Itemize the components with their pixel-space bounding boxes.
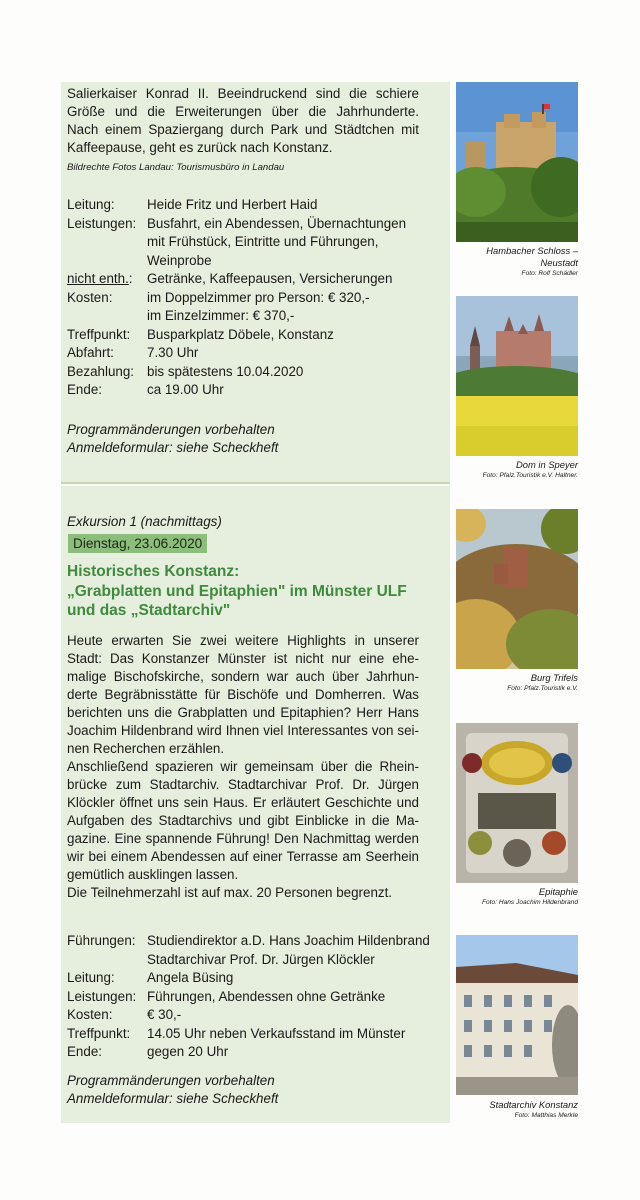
info-label: Leitung: [67, 970, 115, 985]
info-value: Busfahrt, ein Abendessen, Übernachtungen [147, 215, 407, 231]
program-note: Programmänderungen vorbehalten [67, 1073, 275, 1088]
info-value: im Doppelzimmer pro Person: € 320,- [147, 289, 370, 305]
info-value: Studiendirektor a.D. Hans Joachim Hildenbrand [147, 933, 430, 948]
body-line: Heute erwarten Sie zwei weitere Highlights in unserer [67, 633, 419, 648]
body-line: Klöckler öffnet uns sein Haus. Er erläutert Geschichte und [67, 795, 419, 810]
castle-hill-photo [456, 509, 578, 669]
info-label: nicht enth.: [67, 271, 133, 286]
info-label: Ende: [67, 382, 102, 397]
trip-1-info [67, 196, 406, 400]
archive-building-photo [456, 935, 578, 1095]
info-value: Führungen, Abendessen ohne Getränke [147, 988, 386, 1004]
info-value: Weinprobe [147, 252, 212, 268]
info-value: Heide Fritz und Herbert Haid [147, 197, 318, 212]
info-label: Leistungen: [67, 215, 137, 231]
excursion-kicker: Exkursion 1 (nachmittags) [67, 514, 222, 529]
intro-line: Salierkaiser Konrad II. Beeindruckend sind die schiere [67, 86, 419, 101]
info-label: Ende: [67, 1044, 102, 1059]
body-line: nen Recherchen erzählen. [67, 741, 225, 756]
info-value: Busparkplatz Döbele, Konstanz [147, 326, 334, 342]
info-value: Stadtarchivar Prof. Dr. Jürgen Klöckler [147, 951, 375, 967]
body-line: Stadt: Das Konstanzer Münster ist nicht nur eine ehe- [67, 651, 419, 666]
photo-credit-line: Bildrechte Fotos Landau: Tourismusbüro in Landau [67, 162, 285, 173]
body-line: brücke zum Stadtarchiv. Stadtarchivar Prof. Dr. Jürgen [67, 777, 419, 792]
info-value: bis spätestens 10.04.2020 [147, 363, 304, 379]
title-line: „Grabplatten und Epitaphien" im Münster ULF [67, 582, 407, 600]
registration-note: Anmeldeformular: siehe Scheckheft [67, 440, 279, 455]
info-label: Kosten: [67, 289, 113, 305]
info-label: Treffpunkt: [67, 326, 131, 342]
body-line: wir bei einem Abendessen auf einer Terrasse am Seerhein [67, 849, 419, 864]
body-line: Die Teilnehmerzahl ist auf max. 20 Personen begrenzt. [67, 885, 393, 900]
body-line: malige Bischofskirche, sondern war auch über Jahrhun- [67, 669, 419, 684]
info-value: 7.30 Uhr [147, 345, 199, 360]
info-value: Angela Büsing [147, 970, 234, 985]
trip-2-info [67, 932, 430, 1062]
title-line: Historisches Konstanz: [67, 563, 240, 580]
trip-2-title [67, 562, 447, 621]
info-value: Getränke, Kaffeepausen, Versicherungen [147, 271, 393, 286]
info-value: € 30,- [147, 1007, 182, 1022]
photo-caption: Hambacher Schloss – Neustadt Foto: Rolf Schädler [486, 245, 578, 277]
photo-caption: Epitaphie Foto: Hans Joachim Hildenbrand [481, 886, 578, 906]
info-value: 14.05 Uhr neben Verkaufsstand im Münster [147, 1025, 406, 1041]
body-line: gazine. Eine spannende Führung! Den Nachmittag werden [67, 831, 419, 846]
photo-caption: Stadtarchiv Konstanz Foto: Matthias Merkle [489, 1099, 578, 1119]
body-line: Joachim Hildenbrand wird Ihnen viel Interessantes von sei- [67, 723, 419, 738]
body-line: derte Begräbnisstätte für Bischöfe und Domherren. Was [67, 687, 419, 702]
intro-line: Größe und die Erweiterungen über die Jahrhunderte. [67, 104, 419, 119]
info-label: Leitung: [67, 197, 115, 212]
info-value: gegen 20 Uhr [147, 1044, 229, 1059]
info-value: im Einzelzimmer: € 370,- [147, 308, 295, 323]
section-divider [61, 482, 450, 484]
info-label: Treffpunkt: [67, 1025, 131, 1041]
date-badge: Dienstag, 23.06.2020 [68, 534, 207, 553]
castle-photo [456, 82, 578, 242]
info-value: mit Frühstück, Eintritte und Führungen, [147, 234, 379, 249]
body-line: Anschließend spazieren wir gemeinsam über die Rhein- [67, 759, 419, 774]
info-label: Kosten: [67, 1007, 113, 1022]
info-value: ca 19.00 Uhr [147, 382, 224, 397]
trip-1-intro [67, 85, 419, 157]
program-note: Programmänderungen vorbehalten [67, 422, 275, 437]
info-label: Führungen: [67, 933, 136, 948]
intro-line: Nach einem Spaziergang durch Park und Städtchen mit [67, 122, 419, 137]
info-label: Bezahlung: [67, 363, 135, 379]
body-line: berichten uns die Grabplatten und Epitaphien? Herr Hans [67, 705, 419, 720]
registration-note: Anmeldeformular: siehe Scheckheft [67, 1091, 279, 1106]
photo-caption: Burg Trifels Foto: Pfalz.Touristik e.V. [507, 672, 578, 692]
intro-line: Kaffeepause, geht es zurück nach Konstanz. [67, 140, 333, 155]
info-label: Abfahrt: [67, 345, 114, 360]
info-label: Leistungen: [67, 988, 137, 1004]
photo-caption: Dom in Speyer Foto: Pfalz.Touristik e.V. Haltner. [482, 459, 578, 479]
title-line: und das „Stadtarchiv" [67, 602, 231, 619]
body-line: Aufgaben des Stadtarchivs und gibt Einblicke in die Ma- [67, 813, 419, 828]
epitaph-photo [456, 723, 578, 883]
body-line: gemütlich ausklingen lassen. [67, 867, 239, 882]
trip-2-body [67, 632, 419, 902]
cathedral-photo [456, 296, 578, 456]
